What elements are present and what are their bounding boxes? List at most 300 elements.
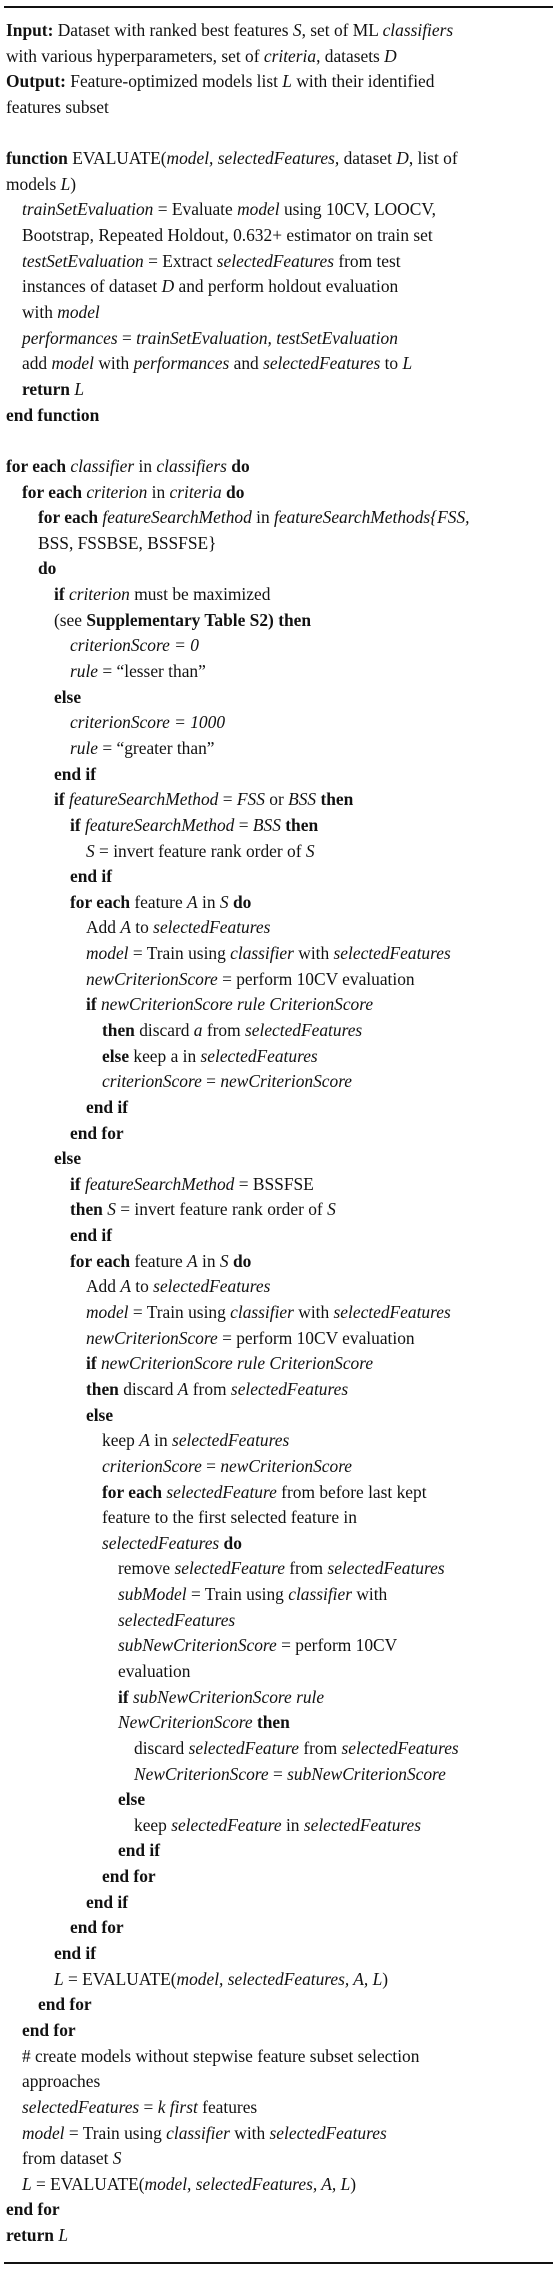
line-segment: EVALUATE( [67,148,167,169]
algorithm-line [0,1121,557,1147]
top-rule [4,6,553,8]
algorithm-line [0,1685,557,1711]
line-segment: keep [134,1814,172,1835]
algorithm-line [0,480,557,506]
algorithm-line [0,556,557,582]
line-segment: = Train using [128,1302,231,1323]
line-segment: if [118,1686,129,1707]
algorithm-line [0,1249,557,1275]
algorithm-line [0,941,557,967]
line-segment: a [193,1019,203,1040]
line-segment: selectedFeatures [263,353,381,374]
line-segment: from [284,1558,328,1579]
algorithm-line [0,505,557,531]
line-segment: and perform holdout evaluation [174,276,399,297]
line-segment: D [161,276,175,297]
algorithm-line [0,1197,557,1223]
line-segment: BSS, FSSBSE, BSSFSE} [38,532,217,553]
line-segment: S [112,2148,122,2169]
line-segment: models [6,173,61,194]
line-segment: = [139,2096,158,2117]
line-segment: L [22,2173,32,2194]
algorithm-line [0,1838,557,1864]
line-segment: for each [102,1481,163,1502]
line-segment: featureSearchMethod [68,789,219,810]
line-segment: feature to the first selected feature in [102,1507,357,1528]
line-segment: to [130,917,154,938]
line-segment: end if [54,1943,97,1964]
line-segment: do [232,891,252,912]
algorithm-line [0,326,557,352]
line-segment: classifiers [156,455,227,476]
line-segment: trainSetEvaluation [22,199,154,220]
line-segment: L [282,71,292,92]
line-segment: in [197,891,220,912]
line-segment: D [384,45,397,66]
line-segment: selectedFeature [171,1814,282,1835]
line-segment: classifiers [382,20,454,40]
line-segment: NewCriterionScore [134,1763,269,1784]
algorithm-line [0,1941,557,1967]
line-segment: trainSetEvaluation, testSetEvaluation [136,327,398,348]
algorithm-line [0,1813,557,1839]
line-segment: do [223,1532,242,1553]
line-segment: selectedFeatures [216,250,334,271]
algorithm-line [0,18,557,44]
line-segment: BSS [252,814,281,835]
line-segment: selectedFeatures [245,1019,363,1040]
algorithm-line [0,1223,557,1249]
line-segment: k first [157,2096,198,2117]
line-segment: = [201,1455,221,1476]
algorithm-line [0,300,557,326]
line-segment: Feature-optimized models list [65,71,283,92]
algorithm-lines [0,18,557,2249]
algorithm-line [0,1480,557,1506]
line-segment: add [22,353,52,374]
line-segment: for each [38,507,99,528]
line-segment: else [118,1789,146,1810]
line-segment: selectedFeatures [153,917,271,938]
algorithm-line [0,813,557,839]
line-segment: selectedFeature [174,1558,285,1579]
algorithm-line [0,915,557,941]
line-segment: L [402,353,413,374]
line-segment: classifier [230,1302,294,1323]
line-segment: = perform 10CV evaluation [217,968,415,989]
line-segment: if [86,1353,97,1374]
line-segment: model [237,199,280,220]
line-segment: FSS [236,789,265,810]
line-segment: dataset [339,148,397,169]
algorithm-line [0,2146,557,2172]
algorithm-line [0,1890,557,1916]
line-segment: selectedFeatures [22,2096,140,2117]
algorithm-line [0,2172,557,2198]
algorithm-line [0,967,557,993]
algorithm-line [0,1915,557,1941]
line-segment: in [147,481,170,502]
algorithm-line [0,2197,557,2223]
line-segment: feature [130,1250,188,1271]
line-segment: = Evaluate [153,199,238,220]
line-segment: = Train using [64,2122,167,2143]
line-segment: A [120,917,131,938]
algorithm-line [0,223,557,249]
algorithm-line [0,582,557,608]
line-segment: to [130,1276,154,1297]
line-segment: newCriterionScore [220,1455,353,1476]
line-segment: from [299,1737,342,1758]
line-segment: for each [6,455,67,476]
algorithm-line [0,1300,557,1326]
line-segment: featureSearchMethod [102,507,252,528]
line-segment: S [86,840,95,861]
line-segment: feature [130,891,188,912]
line-segment: ) [70,173,77,194]
algorithm-line [0,1864,557,1890]
algorithm-line [0,1633,557,1659]
line-segment: then [256,1712,290,1733]
line-segment: selectedFeatures [153,1276,271,1297]
algorithm-line [0,1274,557,1300]
line-segment: Add [86,1276,121,1297]
line-segment: return [6,2225,54,2246]
line-segment: = Train using [128,943,231,964]
algorithm-line [0,2018,557,2044]
line-segment: , datasets [316,45,385,66]
line-segment: A [120,1276,131,1297]
line-segment: subNewCriterionScore rule [132,1686,325,1707]
algorithm-line [0,2095,557,2121]
line-segment: end function [6,404,100,425]
line-segment: newCriterionScore [86,1327,218,1348]
line-segment: from [202,1019,245,1040]
line-segment: A [177,1378,189,1399]
line-segment: or [264,789,289,810]
line-segment: criterion [68,584,130,605]
line-segment: newCriterionScore [220,1071,353,1092]
algorithm-line [0,428,557,454]
line-segment: A [139,1430,150,1451]
algorithm-line [0,1377,557,1403]
line-segment: end if [86,1096,129,1117]
line-segment: in [134,455,157,476]
line-segment: in [197,1250,220,1271]
line-segment: if [70,1173,81,1194]
algorithm-line [0,1069,557,1095]
line-segment: featureSearchMethod [84,1173,235,1194]
algorithm-line [0,146,557,172]
algorithm-line [0,685,557,711]
line-segment: then [285,814,319,835]
line-segment: = BSSFSE [234,1173,314,1194]
line-segment: if [54,584,65,605]
line-segment: model, selectedFeatures, A, L [176,1968,383,1989]
line-segment: from test [333,250,401,271]
line-segment: if [54,789,65,810]
algorithm-line [0,1659,557,1685]
line-segment: featureSearchMethod [84,814,235,835]
line-segment: else [102,1045,130,1066]
line-segment: selectedFeatures [327,1558,445,1579]
line-segment: end for [22,2019,76,2040]
line-segment: classifier [230,943,294,964]
line-segment: discard [118,1378,178,1399]
line-segment: model [57,302,100,323]
algorithm-line [0,351,557,377]
algorithm-line [0,1992,557,2018]
line-segment: if [86,994,97,1015]
line-segment: approaches [22,2071,101,2092]
line-segment: selectedFeature [166,1481,277,1502]
algorithm-line [0,69,557,95]
line-segment: to [380,353,403,374]
algorithm-line [0,274,557,300]
line-segment: featureSearchMethods{FSS, [274,507,470,528]
algorithm-line [0,95,557,121]
line-segment: do [232,1250,252,1271]
line-segment: Bootstrap, Repeated Holdout, 0.632+ estimator on train set [22,225,433,246]
line-segment: keep a in [129,1045,201,1066]
line-segment: end for [6,2199,60,2220]
line-segment: performances [133,353,230,374]
algorithm-line [0,2223,557,2249]
algorithm-line [0,1582,557,1608]
line-segment: = [201,1071,221,1092]
line-segment: S [219,891,229,912]
line-segment: end for [102,1866,156,1887]
line-segment: Input: [6,20,54,40]
algorithm-line [0,992,557,1018]
line-segment: NewCriterionScore [118,1712,253,1733]
line-segment: model [22,2122,65,2143]
line-segment: (see [54,609,87,630]
line-segment: L [60,173,71,194]
line-segment: criterionScore = 1000 [70,712,226,733]
line-segment: S [292,20,302,40]
line-segment: selectedFeatures [333,1302,451,1323]
line-segment: end if [70,866,113,887]
line-segment: rule [70,661,99,682]
line-segment: do [226,481,245,502]
algorithm-line [0,787,557,813]
line-segment: criteria [263,45,317,66]
line-segment: A [187,1250,198,1271]
line-segment: with [93,353,134,374]
line-segment: selectedFeatures [333,943,451,964]
line-segment: L [54,1968,64,1989]
line-segment: subModel [118,1584,187,1605]
line-segment: discard [134,1019,194,1040]
line-segment: else [54,686,82,707]
algorithm-line [0,710,557,736]
line-segment: newCriterionScore [86,968,218,989]
line-segment: model [86,1302,129,1323]
line-segment: = perform 10CV evaluation [217,1327,415,1348]
line-segment: L [74,378,85,399]
line-segment: subNewCriterionScore [118,1635,277,1656]
line-segment: end for [70,1122,124,1143]
algorithm-line [0,1172,557,1198]
line-segment: , set of ML [301,20,383,40]
line-segment: BSS [288,789,317,810]
line-segment: = [234,814,253,835]
line-segment: subNewCriterionScore [287,1763,446,1784]
algorithm-line [0,2044,557,2070]
line-segment: ) [382,1968,389,1989]
line-segment: then [278,609,312,630]
line-segment: end if [86,1891,129,1912]
line-segment: classifier [166,2122,230,2143]
line-segment: Supplementary Table S2) [86,609,274,630]
line-segment: in [281,1814,304,1835]
algorithm-line [0,2069,557,2095]
line-segment: end if [118,1840,161,1861]
line-segment: criterion [86,481,148,502]
line-segment: end if [70,1225,113,1246]
algorithm-line [0,1608,557,1634]
line-segment: newCriterionScore rule CriterionScore [100,994,374,1015]
line-segment: with [293,1302,334,1323]
line-segment: function [6,148,68,169]
line-segment: model [51,353,94,374]
line-segment: classifier [288,1584,352,1605]
line-segment: selectedFeatures [269,2122,387,2143]
line-segment: end for [38,1994,92,2015]
algorithm-line [0,1787,557,1813]
line-segment: = EVALUATE( [63,1968,177,1989]
line-segment: S [219,1250,229,1271]
line-segment: criterionScore = 0 [70,635,199,656]
line-segment: selectedFeatures [102,1532,220,1553]
line-segment: with [22,302,58,323]
line-segment: with [229,2122,270,2143]
line-segment: = [117,327,137,348]
line-segment: = perform 10CV [276,1635,398,1656]
algorithm-line [0,659,557,685]
algorithm-line [0,1403,557,1429]
algorithm-line [0,1326,557,1352]
line-segment: A [187,891,198,912]
algorithm-line [0,762,557,788]
algorithm-line [0,864,557,890]
line-segment: = “greater than” [98,737,215,758]
algorithm-line [0,1146,557,1172]
line-segment: criterionScore [102,1071,202,1092]
line-segment: = Extract [143,250,217,271]
algorithm-line [0,1018,557,1044]
algorithm-line [0,2121,557,2147]
line-segment: from dataset [22,2148,113,2169]
line-segment: remove [118,1558,175,1579]
line-segment: selectedFeature [188,1737,299,1758]
line-segment: = [268,1763,288,1784]
algorithm-line [0,1505,557,1531]
line-segment: Dataset with ranked best features [53,20,293,40]
line-segment: in [251,507,275,528]
line-segment: in [149,1430,173,1451]
algorithm-line [0,403,557,429]
line-segment: must be maximized [129,584,271,605]
line-segment: classifier [70,455,135,476]
algorithm-line [0,1531,557,1557]
line-segment: then [102,1019,135,1040]
line-segment: and [229,353,264,374]
line-segment: criterionScore [102,1455,202,1476]
algorithm-line [0,44,557,70]
line-segment: end for [70,1917,124,1938]
algorithm-line [0,197,557,223]
line-segment: selectedFeatures [200,1045,318,1066]
algorithm-line [0,377,557,403]
bottom-rule [4,2262,553,2264]
algorithm-line [0,1736,557,1762]
line-segment: rule [70,737,99,758]
line-segment: return [22,378,70,399]
line-segment: L [58,2225,69,2246]
line-segment: performances [22,327,118,348]
line-segment: , list of [408,148,458,169]
line-segment: testSetEvaluation [22,250,144,271]
line-segment: features [197,2096,258,2117]
line-segment: if [70,814,81,835]
algorithm-line [0,1556,557,1582]
algorithm-line [0,736,557,762]
line-segment: using 10CV, LOOCV, [279,199,436,220]
line-segment: evaluation [118,1661,191,1681]
line-segment: = [218,789,237,810]
line-segment: model, selectedFeatures, A, L [144,2173,351,2194]
line-segment: model, selectedFeatures, [166,148,340,169]
line-segment: S [107,1199,116,1220]
line-segment: with various hyperparameters, set of [6,45,264,66]
algorithm-line [0,1967,557,1993]
algorithm-line [0,1454,557,1480]
line-segment: # create models without stepwise feature subset selection [22,2045,420,2066]
line-segment: instances of dataset [22,276,162,297]
line-segment: keep [102,1430,140,1451]
line-segment: selectedFeatures [172,1430,290,1451]
algorithm-line [0,1762,557,1788]
line-segment: else [54,1148,82,1169]
line-segment: discard [134,1737,189,1758]
algorithm-line [0,633,557,659]
line-segment: = invert feature rank order of [94,840,306,861]
line-segment: Add [86,917,121,938]
algorithm-line [0,172,557,198]
algorithm-line [0,1710,557,1736]
algorithm-line [0,1428,557,1454]
line-segment: newCriterionScore rule CriterionScore [100,1353,374,1374]
line-segment: else [86,1404,114,1425]
line-segment: criteria [169,481,222,502]
algorithm-line [0,454,557,480]
line-segment: with their identified [291,71,435,92]
line-segment: then [86,1378,119,1399]
line-segment: selectedFeatures [341,1737,459,1758]
line-segment: from [188,1378,231,1399]
line-segment: Output: [6,71,66,92]
algorithm-line [0,531,557,557]
algorithm-line [0,121,557,147]
line-segment: S [327,1199,336,1220]
line-segment: for each [22,481,83,502]
line-segment: ) [350,2173,357,2194]
algorithm-line [0,1044,557,1070]
line-segment: selectedFeatures [230,1378,349,1399]
line-segment: S [305,840,315,861]
